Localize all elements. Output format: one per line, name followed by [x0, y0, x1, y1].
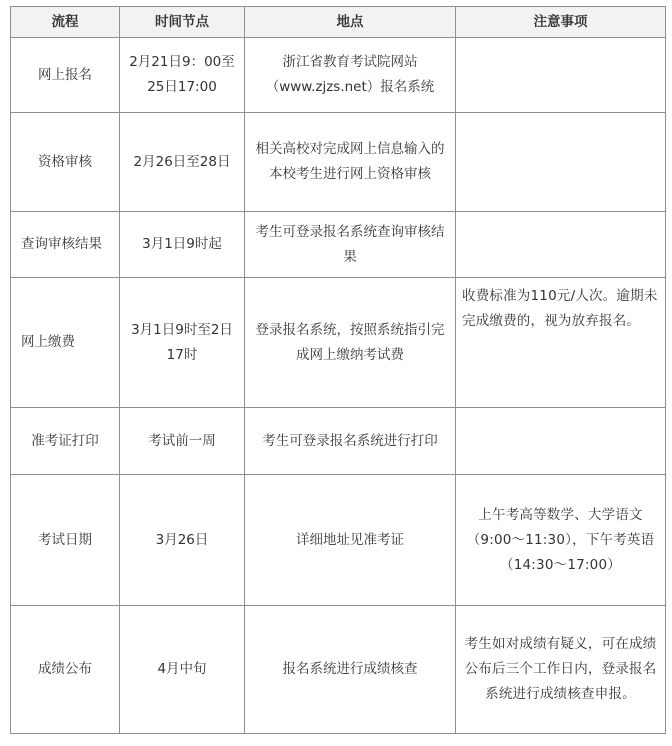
cell-step: 准考证打印: [11, 408, 120, 475]
cell-note: 收费标准为110元/人次。逾期未完成缴费的，视为放弃报名。: [456, 278, 666, 408]
exam-schedule-table: [10, 6, 666, 734]
table-row: [11, 278, 666, 408]
table-row: [11, 38, 666, 113]
table-row: [11, 475, 666, 606]
cell-place: 相关高校对完成网上信息输入的本校考生进行网上资格审核: [245, 113, 456, 212]
cell-time: 3月1日9时至2日17时: [120, 278, 245, 408]
table-row: [11, 212, 666, 278]
cell-note: [456, 113, 666, 212]
header-place: 地点: [245, 7, 456, 38]
cell-time: 2月21日9：00至25日17:00: [120, 38, 245, 113]
cell-place: 考生可登录报名系统进行打印: [245, 408, 456, 475]
cell-time: 考试前一周: [120, 408, 245, 475]
cell-step: 查询审核结果: [11, 212, 120, 278]
cell-place: 登录报名系统，按照系统指引完成网上缴纳考试费: [245, 278, 456, 408]
table-header-row: [11, 7, 666, 38]
cell-step: 网上报名: [11, 38, 120, 113]
cell-time: 3月26日: [120, 475, 245, 606]
cell-time: 3月1日9时起: [120, 212, 245, 278]
header-time: 时间节点: [120, 7, 245, 38]
table-row: [11, 113, 666, 212]
cell-place: 考生可登录报名系统查询审核结果: [245, 212, 456, 278]
cell-note: [456, 212, 666, 278]
cell-step: 网上缴费: [11, 278, 120, 408]
table-row: [11, 408, 666, 475]
cell-note: 考生如对成绩有疑义，可在成绩公布后三个工作日内，登录报名系统进行成绩核查申报。: [456, 606, 666, 734]
cell-place: 浙江省教育考试院网站（www.zjzs.net）报名系统: [245, 38, 456, 113]
table-row: [11, 606, 666, 734]
cell-place: 报名系统进行成绩核查: [245, 606, 456, 734]
cell-time: 2月26日至28日: [120, 113, 245, 212]
cell-note: 上午考高等数学、大学语文（9:00～11:30），下午考英语（14:30～17:00）: [456, 475, 666, 606]
header-step: 流程: [11, 7, 120, 38]
cell-time: 4月中旬: [120, 606, 245, 734]
cell-step: 考试日期: [11, 475, 120, 606]
cell-place: 详细地址见准考证: [245, 475, 456, 606]
cell-step: 成绩公布: [11, 606, 120, 734]
header-notes: 注意事项: [456, 7, 666, 38]
cell-note: [456, 408, 666, 475]
cell-step: 资格审核: [11, 113, 120, 212]
cell-note: [456, 38, 666, 113]
